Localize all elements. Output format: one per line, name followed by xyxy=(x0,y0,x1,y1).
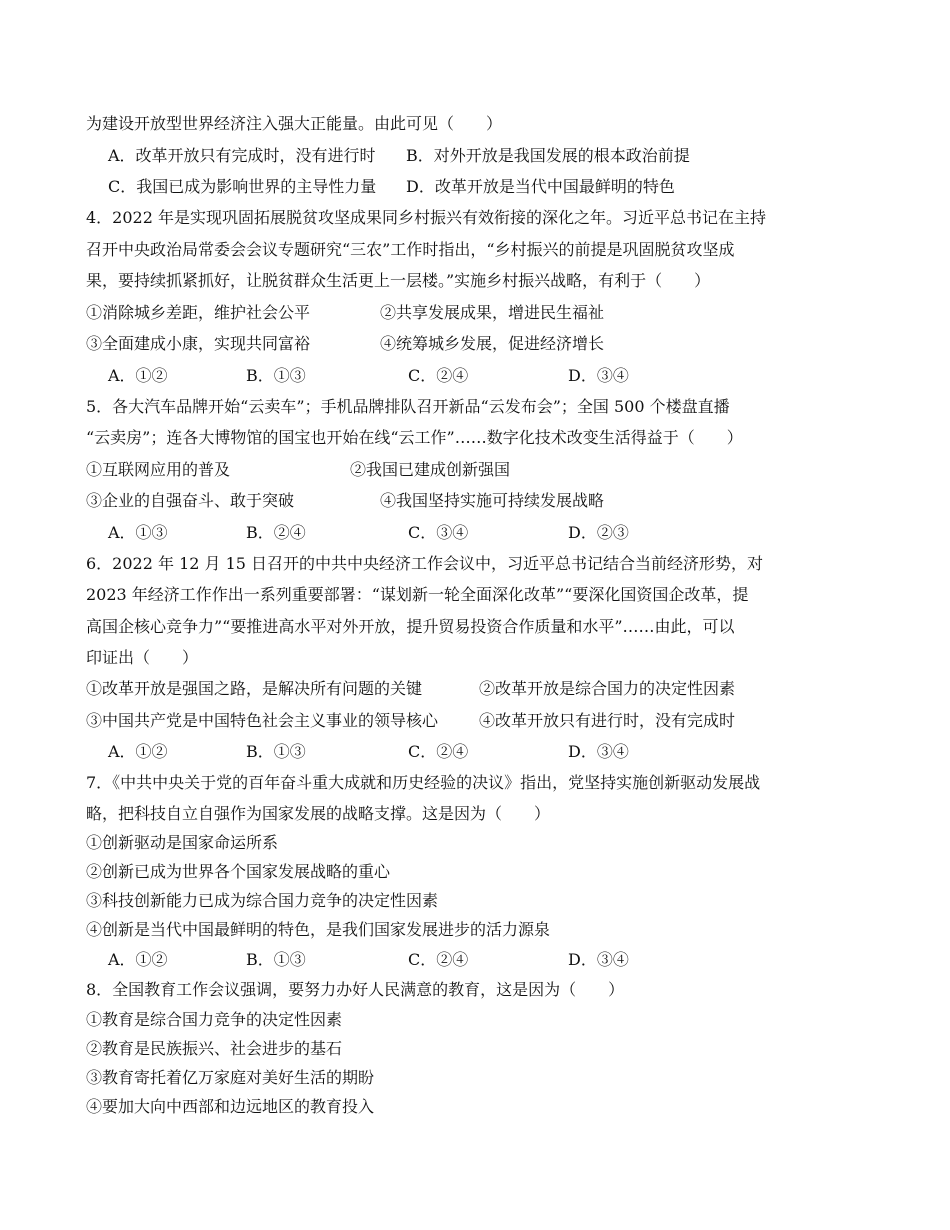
q3-stem-tail: 为建设开放型世界经济注入强大正能量。由此可见（ ） xyxy=(86,114,503,133)
q8-item-1: ①教育是综合国力竞争的决定性因素 xyxy=(86,1010,343,1029)
q6-choice-d: D．③④ xyxy=(568,742,629,761)
q7-choice-c: C．②④ xyxy=(408,950,469,969)
q4-choice-c: C．②④ xyxy=(408,366,469,385)
q5-item-3: ③企业的自强奋斗、敢于突破 xyxy=(86,491,295,510)
q6-choice-c: C．②④ xyxy=(408,742,469,761)
q5-choice-c: C．③④ xyxy=(408,523,469,542)
q6-stem-line-4: 印证出（ ） xyxy=(86,648,199,667)
q7-item-1: ①创新驱动是国家命运所系 xyxy=(86,833,279,852)
q4-item-3: ③全面建成小康，实现共同富裕 xyxy=(86,334,311,353)
q4-item-4: ④统筹城乡发展，促进经济增长 xyxy=(380,334,605,353)
q3-option-d: D．改革开放是当代中国最鲜明的特色 xyxy=(406,177,675,196)
q3-option-c: C．我国已成为影响世界的主导性力量 xyxy=(108,177,377,196)
q6-stem-line-1: 6．2022 年 12 月 15 日召开的中共中央经济工作会议中，习近平总书记结合当前经济形势，对 xyxy=(86,554,764,573)
q7-choice-a: A．①② xyxy=(108,950,168,969)
q7-item-2: ②创新已成为世界各个国家发展战略的重心 xyxy=(86,862,391,881)
q5-item-1: ①互联网应用的普及 xyxy=(86,460,231,479)
q4-item-1: ①消除城乡差距，维护社会公平 xyxy=(86,303,311,322)
q6-item-1: ①改革开放是强国之路，是解决所有问题的关键 xyxy=(86,679,423,698)
q4-choice-a: A．①② xyxy=(108,366,168,385)
q5-item-4: ④我国坚持实施可持续发展战略 xyxy=(380,491,605,510)
q6-choice-a: A．①② xyxy=(108,742,168,761)
q5-stem-line-2: “云卖房”；连各大博物馆的国宝也开始在线“云工作”……数字化技术改变生活得益于（ ） xyxy=(86,428,743,447)
q7-stem-line-2: 略，把科技自立自强作为国家发展的战略支撑。这是因为（ ） xyxy=(86,804,551,823)
q7-item-3: ③科技创新能力已成为综合国力竞争的决定性因素 xyxy=(86,891,439,910)
q4-stem-line-2: 召开中央政治局常委会会议专题研究“三农”工作时指出，“乡村振兴的前提是巩固脱贫攻坚成 xyxy=(86,240,735,259)
q6-choice-b: B．①③ xyxy=(246,742,306,761)
q5-choice-b: B．②④ xyxy=(246,523,306,542)
q6-item-3: ③中国共产党是中国特色社会主义事业的领导核心 xyxy=(86,711,439,730)
q7-choice-b: B．①③ xyxy=(246,950,306,969)
q3-option-a: A．改革开放只有完成时，没有进行时 xyxy=(108,146,376,165)
q7-stem-line-1: 7．《中共中央关于党的百年奋斗重大成就和历史经验的决议》指出，党坚持实施创新驱动发展战 xyxy=(86,773,761,792)
q5-choice-d: D．②③ xyxy=(568,523,629,542)
q6-stem-line-3: 高国企核心竞争力”“要推进高水平对外开放，提升贸易投资合作质量和水平”……由此，可以 xyxy=(86,617,735,636)
q8-item-4: ④要加大向中西部和边远地区的教育投入 xyxy=(86,1097,375,1116)
q7-item-4: ④创新是当代中国最鲜明的特色，是我们国家发展进步的活力源泉 xyxy=(86,920,551,939)
q6-item-2: ②改革开放是综合国力的决定性因素 xyxy=(479,679,736,698)
q6-item-4: ④改革开放只有进行时，没有完成时 xyxy=(479,711,736,730)
q4-choice-b: B．①③ xyxy=(246,366,306,385)
q7-choice-d: D．③④ xyxy=(568,950,629,969)
q6-stem-line-2: 2023 年经济工作作出一系列重要部署：“谋划新一轮全面深化改革”“要深化国资国企改革，提 xyxy=(86,585,749,604)
q8-item-3: ③教育寄托着亿万家庭对美好生活的期盼 xyxy=(86,1068,375,1087)
q8-item-2: ②教育是民族振兴、社会进步的基石 xyxy=(86,1039,343,1058)
q5-stem-line-1: 5．各大汽车品牌开始“云卖车”；手机品牌排队召开新品“云发布会”；全国 500 个楼盘直播 xyxy=(86,397,730,416)
q5-item-2: ②我国已建成创新强国 xyxy=(350,460,511,479)
q3-option-b: B．对外开放是我国发展的根本政治前提 xyxy=(406,146,690,165)
q4-item-2: ②共享发展成果，增进民生福祉 xyxy=(380,303,605,322)
q5-choice-a: A．①③ xyxy=(108,523,168,542)
q4-stem-line-1: 4．2022 年是实现巩固拓展脱贫攻坚成果同乡村振兴有效衔接的深化之年。习近平总书记在主持 xyxy=(86,208,766,227)
q4-stem-line-3: 果，要持续抓紧抓好，让脱贫群众生活更上一层楼。”实施乡村振兴战略，有利于（ ） xyxy=(86,271,711,290)
q4-choice-d: D．③④ xyxy=(568,366,629,385)
q8-stem-line-1: 8．全国教育工作会议强调，要努力办好人民满意的教育，这是因为（ ） xyxy=(86,980,625,999)
